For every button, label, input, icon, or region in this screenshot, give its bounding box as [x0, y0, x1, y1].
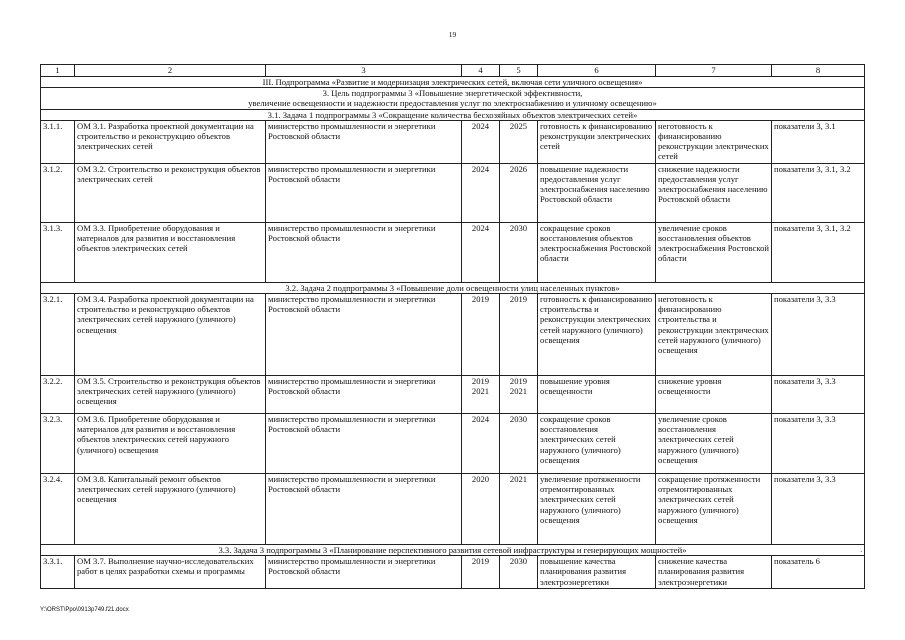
- header-cell: 4: [462, 65, 500, 77]
- indicators: показатели 3, 3.3: [772, 376, 865, 414]
- header-cell: 8: [772, 65, 865, 77]
- indicators: показатель 6: [772, 556, 865, 589]
- expected-result: сокращение сроков восстановления объектов электроснабжения Ростовской области: [538, 222, 656, 282]
- start-year: 2019: [462, 556, 500, 589]
- measure-name: ОМ 3.1. Разработка проектной документации на строительство и реконструкцию объектов электрических сетей: [75, 120, 266, 163]
- executor: министерство промышленности и энергетики Ростовской области: [266, 222, 462, 282]
- table-row: [41, 163, 865, 222]
- row-number: 3.1.1.: [41, 120, 75, 163]
- end-year: 2026: [500, 163, 538, 222]
- margin-mark: ·: [860, 548, 863, 556]
- row-number: 3.2.4.: [41, 474, 75, 545]
- task-title: 3.1. Задача 1 подпрограммы 3 «Сокращение количества бесхозяйных объектов электрических сетей»: [41, 109, 865, 120]
- header-cell: 6: [538, 65, 656, 77]
- start-year-2: 2021: [471, 386, 490, 397]
- end-years: [500, 376, 538, 414]
- measure-name: ОМ 3.4. Разработка проектной документации на строительство и реконструкцию объектов электрических сетей наружного (уличного) освещения: [75, 294, 266, 376]
- expected-result: готовность к финансированию строительства и реконструкции электрических сетей наружного (уличного) освещения: [538, 294, 656, 376]
- start-year: 2019: [462, 294, 500, 376]
- measure-name: ОМ 3.5. Строительство и реконструкция объектов электрических сетей наружного (уличного) освещения: [75, 376, 266, 414]
- non-implementation-consequence: снижение надежности предоставления услуг электроснабжения населению Ростовской области: [656, 163, 772, 222]
- indicators: показатели 3, 3.1: [772, 120, 865, 163]
- end-year: 2019: [500, 294, 538, 376]
- row-number: 3.3.1.: [41, 556, 75, 589]
- header-cell: 1: [41, 65, 75, 77]
- end-year: 2019: [509, 376, 528, 387]
- end-year: 2021: [500, 474, 538, 545]
- expected-result: повышение надежности предоставления услуг электроснабжения населению Ростовской области: [538, 163, 656, 222]
- executor: министерство промышленности и энергетики Ростовской области: [266, 474, 462, 545]
- section-row: [41, 88, 865, 109]
- non-implementation-consequence: снижение качества планирования развития электроэнергетики: [656, 556, 772, 589]
- indicators: показатели 3, 3.3: [772, 414, 865, 474]
- header-cell: 7: [656, 65, 772, 77]
- header-row: [41, 65, 865, 77]
- start-year: 2019: [471, 376, 490, 387]
- table-row: [41, 222, 865, 282]
- indicators: показатели 3, 3.1, 3.2: [772, 222, 865, 282]
- table-row: [41, 556, 865, 589]
- executor: министерство промышленности и энергетики Ростовской области: [266, 163, 462, 222]
- task-title: 3.2. Задача 2 подпрограммы 3 «Повышение доли освещенности улиц населенных пунктов»: [41, 282, 865, 293]
- end-year: 2030: [500, 556, 538, 589]
- end-year: 2025: [500, 120, 538, 163]
- section-row: [41, 545, 865, 556]
- non-implementation-consequence: увеличение сроков восстановления электрических сетей наружного (уличного) освещения: [656, 414, 772, 474]
- measure-name: ОМ 3.8. Капитальный ремонт объектов электрических сетей наружного (уличного) освещения: [75, 474, 266, 545]
- start-year: 2024: [462, 120, 500, 163]
- expected-result: готовность к финансированию реконструкции электрических сетей: [538, 120, 656, 163]
- start-year: 2024: [462, 414, 500, 474]
- measure-name: ОМ 3.7. Выполнение научно-исследовательских работ в целях разработки схемы и программы: [75, 556, 266, 589]
- table-row: [41, 294, 865, 376]
- section-row: [41, 109, 865, 120]
- start-year: 2024: [462, 163, 500, 222]
- goal-line-1: 3. Цель подпрограммы 3 «Повышение энергетической эффективности,: [322, 88, 583, 99]
- expected-result: увеличение протяженности отремонтированных электрических сетей наружного (уличного) освещения: [538, 474, 656, 545]
- section-row: [41, 77, 865, 88]
- indicators: показатели 3, 3.3: [772, 474, 865, 545]
- executor: министерство промышленности и энергетики Ростовской области: [266, 376, 462, 414]
- measure-name: ОМ 3.6. Приобретение оборудования и материалов для развития и восстановления объектов электрических сетей наружного (уличного) освещения: [75, 414, 266, 474]
- row-number: 3.2.3.: [41, 414, 75, 474]
- measure-name: ОМ 3.2. Строительство и реконструкция объектов электрических сетей: [75, 163, 266, 222]
- expected-result: повышение уровня освещенности: [538, 376, 656, 414]
- table-row: [41, 376, 865, 414]
- expected-result: сокращение сроков восстановления электрических сетей наружного (уличного) освещения: [538, 414, 656, 474]
- page-number: 19: [448, 30, 457, 39]
- end-year: 2030: [500, 414, 538, 474]
- start-year: 2024: [462, 222, 500, 282]
- table-row: [41, 414, 865, 474]
- end-year-2: 2021: [509, 386, 528, 397]
- row-number: 3.1.3.: [41, 222, 75, 282]
- header-cell: 3: [266, 65, 462, 77]
- non-implementation-consequence: неготовность к финансированию реконструкции электрических сетей: [656, 120, 772, 163]
- measure-name: ОМ 3.3. Приобретение оборудования и материалов для развития и восстановления объектов электрических сетей: [75, 222, 266, 282]
- expected-result: повышение качества планирования развития электроэнергетики: [538, 556, 656, 589]
- executor: министерство промышленности и энергетики Ростовской области: [266, 294, 462, 376]
- goal-line-2: увеличение освещенности и надежности предоставления услуг по электроснабжению и уличному освещению»: [248, 98, 657, 109]
- indicators: показатели 3, 3.1, 3.2: [772, 163, 865, 222]
- table-row: [41, 120, 865, 163]
- executor: министерство промышленности и энергетики Ростовской области: [266, 556, 462, 589]
- goal-title: [41, 88, 865, 109]
- task-title: 3.3. Задача 3 подпрограммы 3 «Планирование перспективного развития сетевой инфраструктуры и генерирующих мощностей»: [41, 545, 865, 556]
- non-implementation-consequence: увеличение сроков восстановления объектов электроснабжения Ростовской области: [656, 222, 772, 282]
- start-year: 2020: [462, 474, 500, 545]
- row-number: 3.2.1.: [41, 294, 75, 376]
- non-implementation-consequence: сокращение протяженности отремонтированных электрических сетей наружного (уличного) освещения: [656, 474, 772, 545]
- file-path-footer: Y:\ORST\Ppo\0913p749.f21.docx: [40, 607, 129, 613]
- section-title: III. Подпрограмма «Развитие и модернизация электрических сетей, включая сети уличного освещения»: [41, 77, 865, 88]
- header-cell: 2: [75, 65, 266, 77]
- table-row: [41, 474, 865, 545]
- row-number: 3.1.2.: [41, 163, 75, 222]
- end-year: 2030: [500, 222, 538, 282]
- program-table: [40, 64, 865, 589]
- non-implementation-consequence: неготовность к финансированию строительства и реконструкции электрических сетей наружного (уличного) освещения: [656, 294, 772, 376]
- executor: министерство промышленности и энергетики Ростовской области: [266, 414, 462, 474]
- indicators: показатели 3, 3.3: [772, 294, 865, 376]
- start-years: [462, 376, 500, 414]
- section-row: [41, 282, 865, 293]
- executor: министерство промышленности и энергетики Ростовской области: [266, 120, 462, 163]
- row-number: 3.2.2.: [41, 376, 75, 414]
- non-implementation-consequence: снижение уровня освещенности: [656, 376, 772, 414]
- header-cell: 5: [500, 65, 538, 77]
